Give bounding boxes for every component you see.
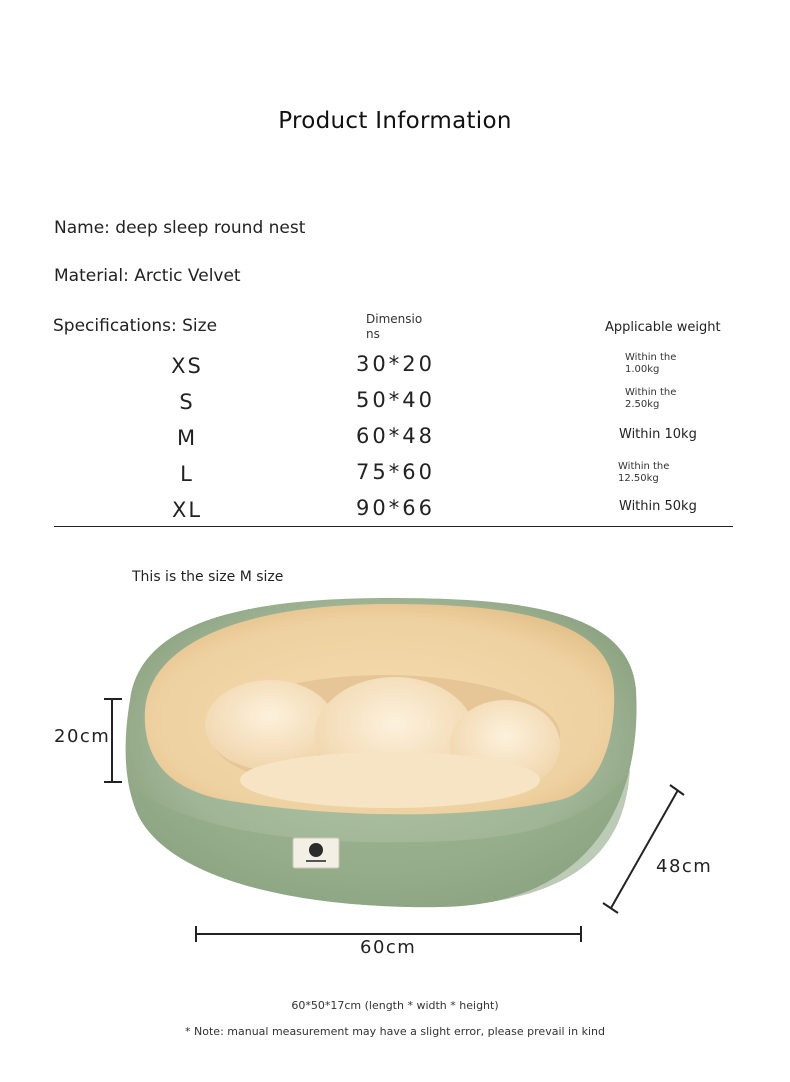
product-material: Material: Arctic Velvet (54, 266, 241, 286)
page-title: Product Information (278, 108, 512, 134)
spec-dimensions-header: Dimensio ns (366, 312, 423, 341)
product-name: Name: deep sleep round nest (54, 218, 306, 238)
spec-row-dimensions: 60*48 (356, 424, 435, 448)
length-measurement: 60cm (360, 937, 417, 958)
spec-row-size: L (180, 462, 194, 486)
spec-size-header: Specifications: Size (53, 316, 218, 336)
spec-row-weight: Within 50kg (619, 499, 697, 514)
brand-logo-icon (309, 843, 323, 857)
spec-row-weight: Within 10kg (619, 427, 697, 442)
spec-row-dimensions: 75*60 (356, 460, 435, 484)
spec-row-weight: Within the 2.50kg (625, 387, 677, 410)
footnote-dimensions: 60*50*17cm (length * width * height) (291, 999, 499, 1012)
spec-row-dimensions: 50*40 (356, 388, 435, 412)
spec-row-size: S (179, 390, 195, 414)
height-measurement: 20cm (54, 726, 111, 747)
spec-row-dimensions: 90*66 (356, 496, 435, 520)
size-caption: This is the size M size (132, 569, 284, 585)
footnote-note: * Note: manual measurement may have a slight error, please prevail in kind (185, 1025, 605, 1038)
spec-row-size: XS (171, 354, 203, 378)
spec-row-size: XL (171, 498, 203, 522)
spec-row-weight: Within the 1.00kg (625, 352, 677, 375)
depth-measurement: 48cm (656, 856, 713, 877)
spec-weight-header: Applicable weight (605, 320, 721, 335)
spec-row-dimensions: 30*20 (356, 352, 435, 376)
spec-row-weight: Within the 12.50kg (618, 461, 670, 484)
spec-row-size: M (176, 426, 198, 450)
cushion-base (240, 752, 540, 808)
